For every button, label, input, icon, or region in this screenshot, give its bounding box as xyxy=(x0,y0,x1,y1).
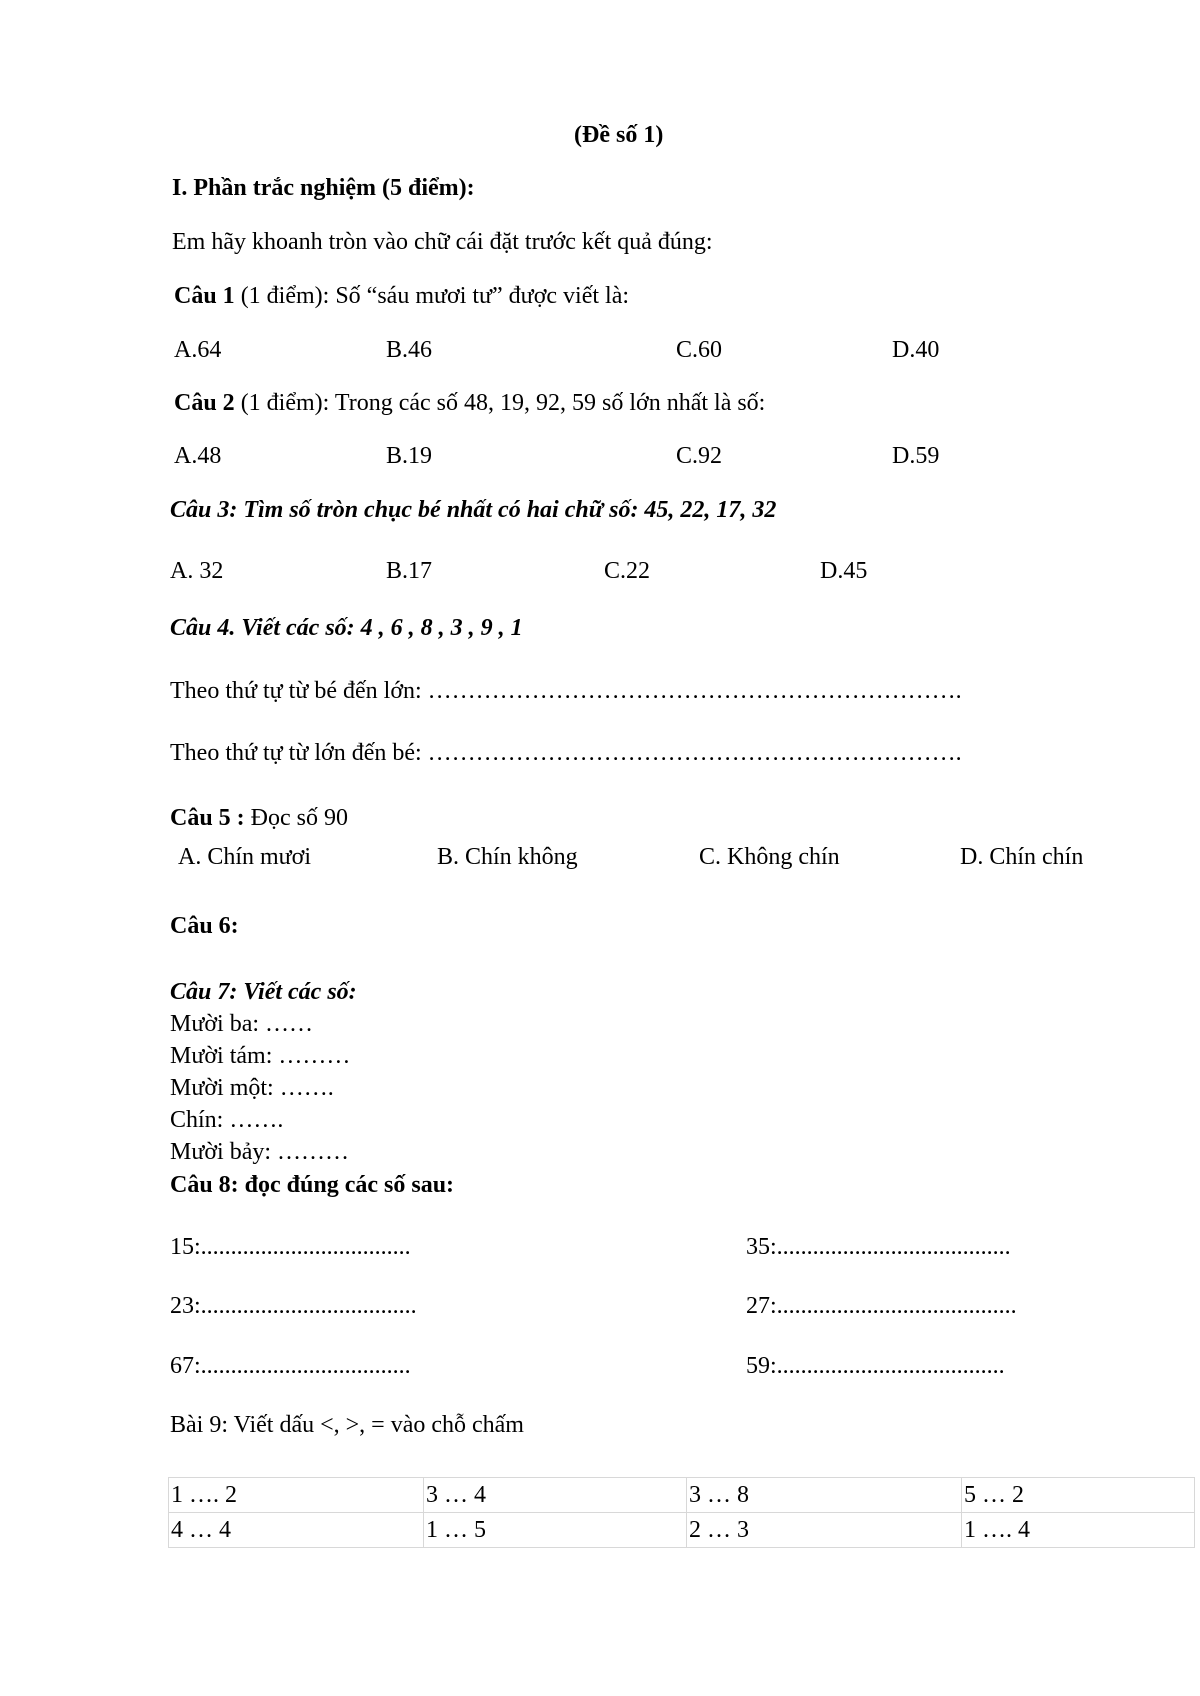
table-cell[interactable]: 3 … 8 xyxy=(687,1478,962,1513)
question-5-text: Đọc số 90 xyxy=(244,805,348,831)
q2-option-d[interactable]: D.59 xyxy=(892,443,940,469)
q1-option-d[interactable]: D.40 xyxy=(892,337,940,363)
q7-item[interactable]: Mười bảy: ……… xyxy=(170,1139,350,1165)
instruction-text: Em hãy khoanh tròn vào chữ cái đặt trước kết quả đúng: xyxy=(172,229,713,255)
table-cell[interactable]: 1 …. 2 xyxy=(169,1478,424,1513)
q7-item[interactable]: Mười tám: ……… xyxy=(170,1043,351,1069)
table-cell[interactable]: 3 … 4 xyxy=(424,1478,687,1513)
exam-title: (Đề số 1) xyxy=(574,122,664,148)
q8-item[interactable]: 35:....................................... xyxy=(746,1234,1011,1260)
question-2-text: (1 điểm): Trong các số 48, 19, 92, 59 số lớn nhất là số: xyxy=(234,390,766,416)
q7-item[interactable]: Mười ba: …… xyxy=(170,1011,314,1037)
section-heading: I. Phần trắc nghiệm (5 điểm): xyxy=(172,175,475,201)
q4-ascending-line[interactable]: Theo thứ tự từ bé đến lớn: …………………………………………………………. xyxy=(170,678,962,704)
q5-option-b[interactable]: B. Chín không xyxy=(437,844,578,870)
question-5-label: Câu 5 : xyxy=(170,805,245,831)
q1-option-a[interactable]: A.64 xyxy=(174,337,222,363)
q7-item[interactable]: Mười một: ……. xyxy=(170,1075,334,1101)
q5-option-d[interactable]: D. Chín chín xyxy=(960,844,1084,870)
q5-option-c[interactable]: C. Không chín xyxy=(699,844,840,870)
q5-option-a[interactable]: A. Chín mươi xyxy=(178,844,312,870)
question-7: Câu 7: Viết các số: xyxy=(170,979,357,1005)
question-3: Câu 3: Tìm số tròn chục bé nhất có hai chữ số: 45, 22, 17, 32 xyxy=(170,497,777,523)
q3-option-b[interactable]: B.17 xyxy=(386,558,433,584)
table-row xyxy=(169,1478,1195,1513)
table-cell[interactable]: 1 … 5 xyxy=(424,1513,687,1548)
question-1-text: (1 điểm): Số “sáu mươi tư” được viết là: xyxy=(234,283,630,309)
q7-item[interactable]: Chín: ……. xyxy=(170,1107,284,1133)
table-cell[interactable]: 4 … 4 xyxy=(169,1513,424,1548)
q3-option-a[interactable]: A. 32 xyxy=(170,558,224,584)
q8-item[interactable]: 67:................................... xyxy=(170,1353,411,1379)
q1-option-b[interactable]: B.46 xyxy=(386,337,433,363)
q3-option-d[interactable]: D.45 xyxy=(820,558,868,584)
question-9: Bài 9: Viết dấu <, >, = vào chỗ chấm xyxy=(170,1412,524,1438)
table-cell[interactable]: 2 … 3 xyxy=(687,1513,962,1548)
q2-option-a[interactable]: A.48 xyxy=(174,443,222,469)
q2-option-b[interactable]: B.19 xyxy=(386,443,433,469)
question-4: Câu 4. Viết các số: 4 , 6 , 8 , 3 , 9 , 1 xyxy=(170,615,523,641)
table-cell[interactable]: 1 …. 4 xyxy=(962,1513,1195,1548)
q3-option-c[interactable]: C.22 xyxy=(604,558,651,584)
q8-item[interactable]: 27:........................................ xyxy=(746,1293,1017,1319)
question-2 xyxy=(174,391,765,415)
table-cell[interactable]: 5 … 2 xyxy=(962,1478,1195,1513)
q8-item[interactable]: 59:...................................... xyxy=(746,1353,1005,1379)
question-8: Câu 8: đọc đúng các số sau: xyxy=(170,1172,455,1198)
question-6: Câu 6: xyxy=(170,913,239,939)
q8-item[interactable]: 23:.................................... xyxy=(170,1293,417,1319)
q1-option-c[interactable]: C.60 xyxy=(676,337,723,363)
q4-descending-line[interactable]: Theo thứ tự từ lớn đến bé: …………………………………………………………. xyxy=(170,740,962,766)
table-row xyxy=(169,1513,1195,1548)
comparison-table xyxy=(168,1477,1195,1548)
q2-option-c[interactable]: C.92 xyxy=(676,443,723,469)
question-2-label: Câu 2 xyxy=(174,390,235,416)
question-5 xyxy=(170,806,348,830)
question-1 xyxy=(174,284,629,308)
q8-item[interactable]: 15:................................... xyxy=(170,1234,411,1260)
question-1-label: Câu 1 xyxy=(174,283,235,309)
